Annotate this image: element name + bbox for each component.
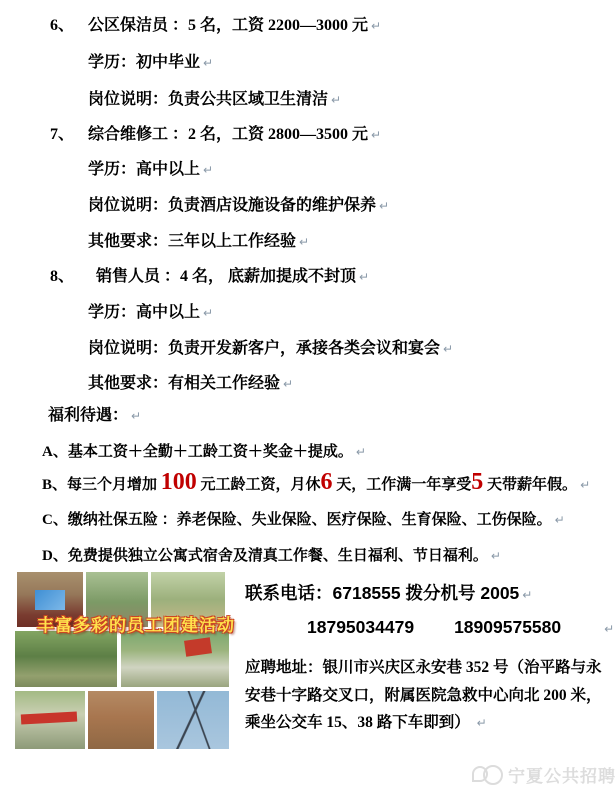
job-8-education-line [0, 301, 612, 325]
paragraph-mark: ↵ [359, 270, 370, 284]
paragraph-mark: ↵ [355, 445, 366, 459]
benefit-b-text-4: 天带薪年假。 [483, 477, 578, 493]
job-6-title-line [0, 14, 612, 38]
job-8-number: 8、 [50, 268, 75, 285]
job-7-title-line [0, 123, 612, 147]
benefits-heading: 福利待遇： [48, 407, 129, 424]
benefits-heading-line [0, 404, 612, 428]
job-7-education: 学历：高中以上 [88, 161, 201, 178]
paragraph-mark: ↵ [476, 716, 487, 730]
paragraph-mark: ↵ [371, 128, 382, 142]
paragraph-mark: ↵ [331, 93, 342, 107]
mobile-number-2: 18909575580 [454, 617, 562, 637]
flag-group-photo [121, 631, 229, 687]
job-8-requirement-line [0, 372, 612, 396]
red-banner [21, 712, 77, 725]
paragraph-mark: ↵ [371, 19, 382, 33]
job-7-requirement-line [0, 230, 612, 254]
contact-phone-line [245, 580, 611, 605]
collage-caption: 丰富多彩的员工团建活动 [37, 616, 235, 635]
job-8-education: 学历：高中以上 [88, 304, 201, 321]
paragraph-mark: ↵ [604, 622, 615, 636]
paragraph-mark: ↵ [203, 163, 214, 177]
job-7-description-line [0, 194, 612, 218]
contact-address [245, 654, 611, 738]
job-6-description: 岗位说明：负责公共区域卫生清洁 [88, 91, 329, 108]
job-7-description: 岗位说明：负责酒店设施设备的维护保养 [88, 197, 377, 214]
job-7-title: 综合维修工 ：2 名，工资 2800—3500 元 [88, 126, 369, 143]
benefit-a-line [0, 440, 612, 464]
paragraph-mark: ↵ [490, 549, 501, 563]
benefit-b-text-3: 天，工作满一年享受 [332, 477, 472, 493]
paragraph-mark: ↵ [131, 409, 142, 423]
red-flag [184, 637, 212, 656]
paragraph-mark: ↵ [299, 235, 310, 249]
public-recruitment-logo-icon [472, 763, 502, 787]
contact-phone-text: 联系电话：6718555 拨分机号 2005 [245, 583, 520, 603]
paragraph-mark: ↵ [203, 56, 214, 70]
benefit-b-text-2: 元工龄工资，月休 [196, 477, 321, 493]
job-8-description: 岗位说明：负责开发新客户，承接各类会议和宴会 [88, 340, 441, 357]
team-building-photo-collage [3, 567, 233, 751]
footer-watermark [472, 762, 616, 787]
zipline-photo [157, 691, 229, 749]
job-6-education: 学历：初中毕业 [88, 54, 201, 71]
job-8-title: 销售人员 ：4 名， 底薪加提成不封顶 [88, 268, 357, 285]
paragraph-mark: ↵ [283, 377, 294, 391]
benefit-b-highlight-100: 100 [160, 469, 197, 495]
paragraph-mark: ↵ [554, 513, 565, 527]
banner-group-photo [15, 691, 85, 749]
benefit-d-line [0, 544, 612, 568]
collage-row-3 [15, 691, 233, 749]
job-7-number: 7、 [50, 126, 75, 143]
job-8-requirement: 其他要求：有相关工作经验 [88, 375, 281, 392]
paragraph-mark: ↵ [580, 478, 591, 492]
contact-section [245, 580, 615, 738]
contact-address-text: 应聘地址：银川市兴庆区永安巷 352 号（治平路与永安巷十字路交叉口，附属医院急救中心向北 200 米，乘坐公交车 15、38 路下车即到） [245, 659, 602, 731]
job-8-description-line [0, 337, 612, 361]
mobile-number-1: 18795034479 [307, 617, 415, 637]
contact-mobile-numbers-line [245, 617, 615, 638]
watermark-text: 宁夏公共招聘 [508, 767, 616, 786]
benefit-b-text-1: B、每三个月增加 [42, 477, 161, 493]
paragraph-mark: ↵ [379, 199, 390, 213]
benefit-c-line [0, 508, 612, 532]
benefit-a-text: A、基本工资＋全勤＋工龄工资＋奖金＋提成。 [42, 444, 353, 460]
paragraph-mark: ↵ [443, 342, 454, 356]
military-training-photo [88, 691, 154, 749]
benefit-c-text: C、缴纳社保五险 ：养老保险、失业保险、医疗保险、生育保险、工伤保险。 [42, 512, 552, 528]
benefit-b-line [0, 470, 612, 497]
collage-row-2 [15, 631, 233, 687]
benefit-b-highlight-5: 5 [471, 469, 484, 495]
job-6-number: 6、 [50, 17, 75, 34]
led-screen [35, 590, 65, 610]
paragraph-mark: ↵ [203, 306, 214, 320]
job-6-education-line [0, 51, 612, 75]
large-group-photo [15, 631, 117, 687]
benefit-d-text: D、免费提供独立公寓式宿舍及清真工作餐、生日福利、节日福利。 [42, 548, 488, 564]
job-7-education-line [0, 158, 612, 182]
paragraph-mark: ↵ [522, 588, 533, 602]
job-7-requirement: 其他要求：三年以上工作经验 [88, 233, 297, 250]
job-6-title: 公区保洁员 ：5 名，工资 2200—3000 元 [88, 17, 369, 34]
job-8-title-line [0, 265, 612, 289]
benefit-b-highlight-6: 6 [320, 469, 333, 495]
job-6-description-line [0, 88, 612, 112]
